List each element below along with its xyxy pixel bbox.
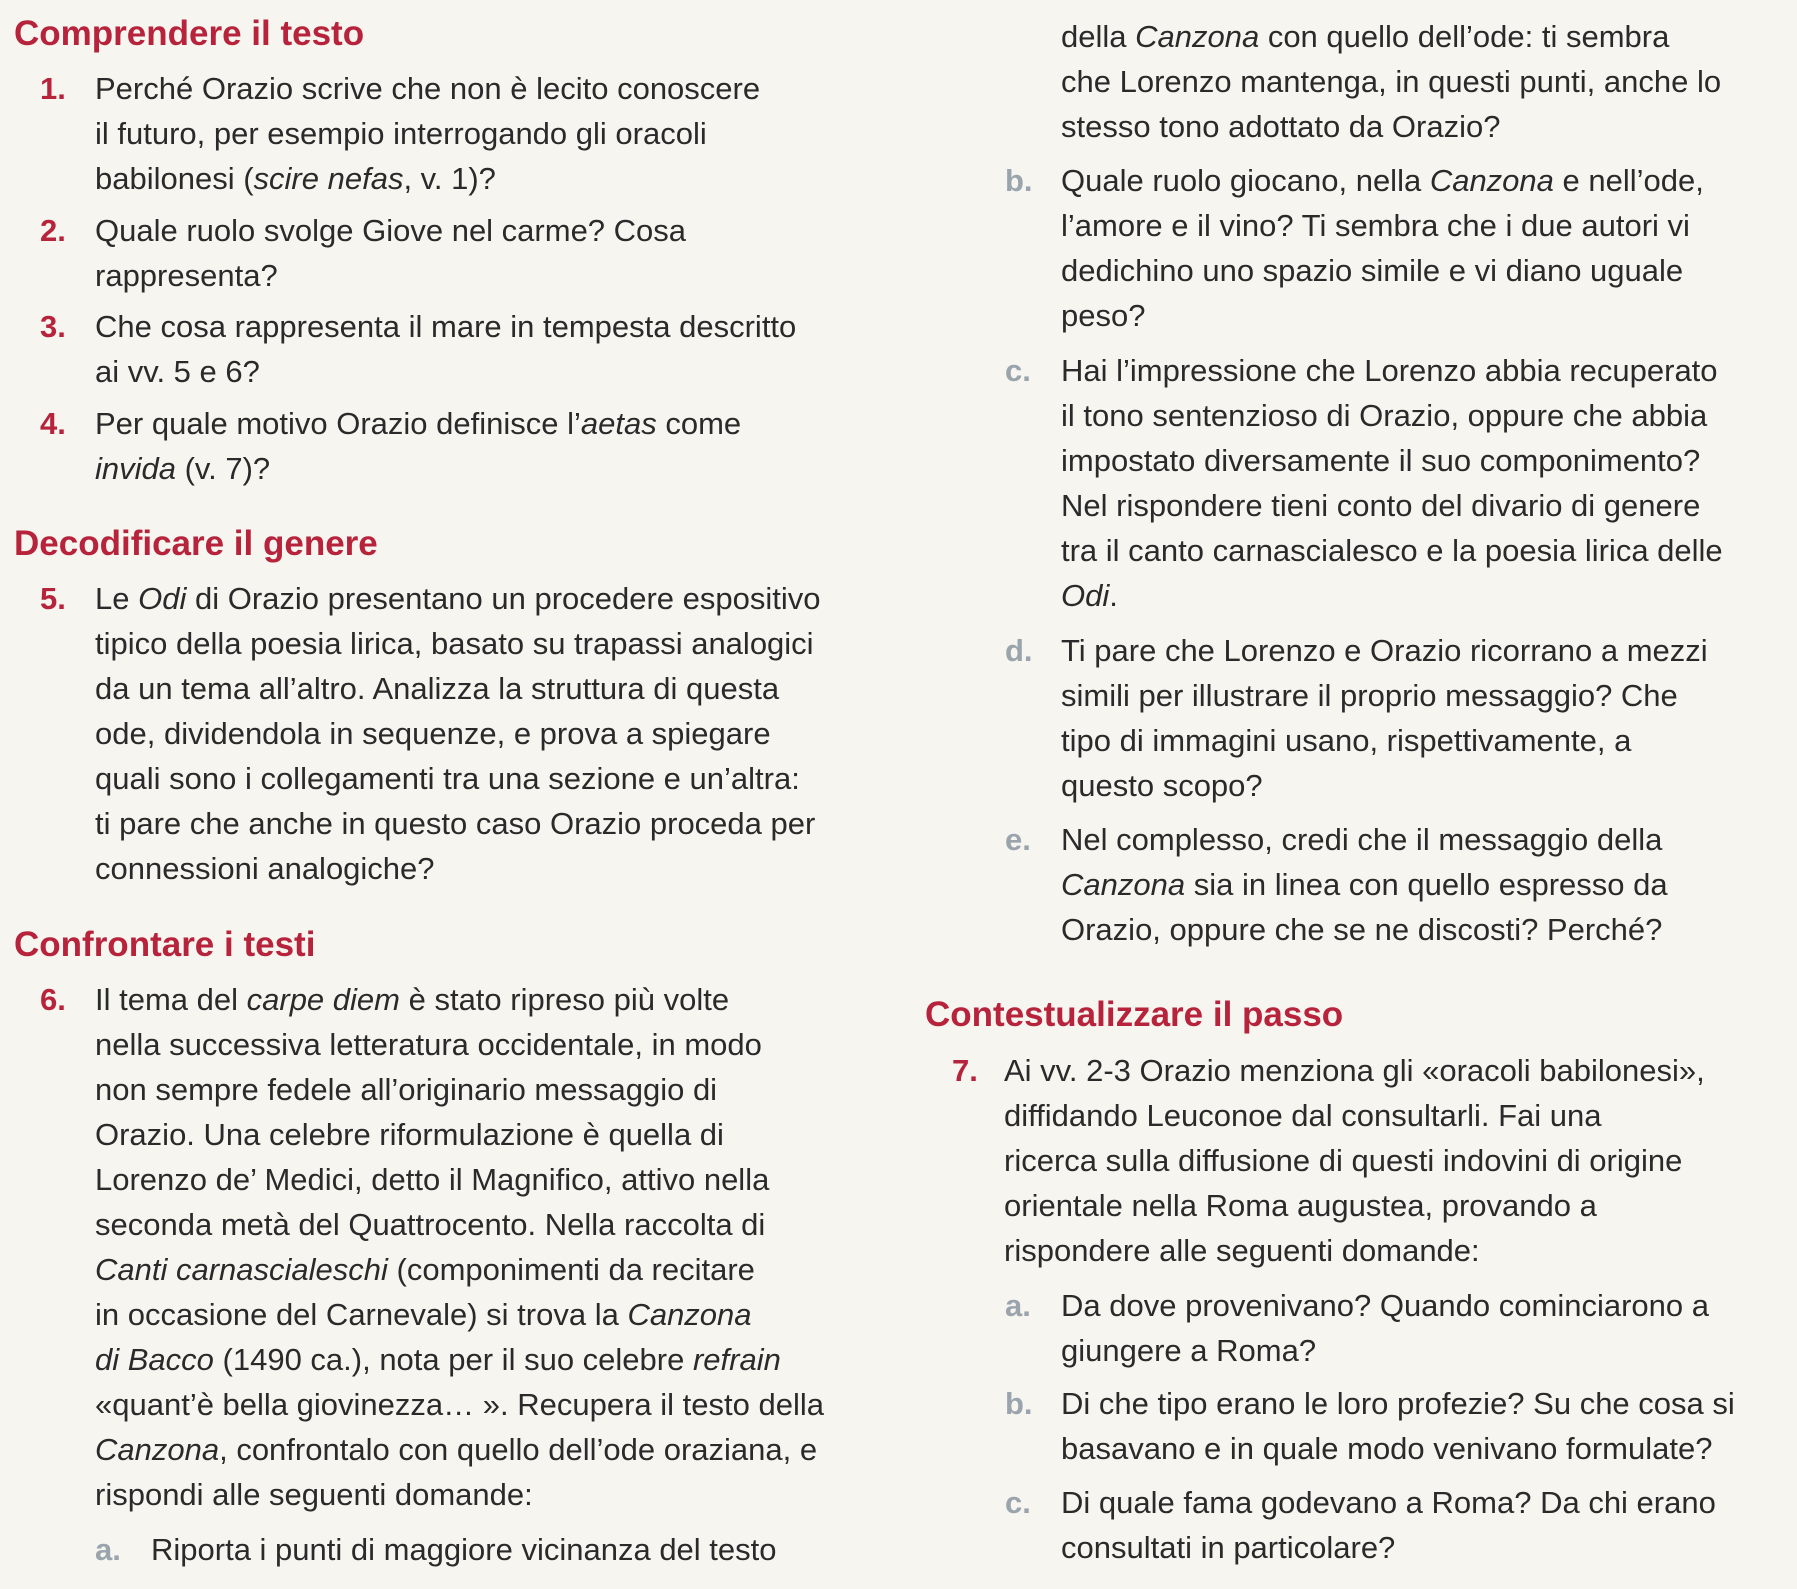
- text-line: che Lorenzo mantenga, in questi punti, anche lo: [1061, 64, 1722, 99]
- section-title-confrontare: Confrontare i testi: [14, 925, 316, 964]
- text-line: di Bacco (1490 ca.), nota per il suo celebre refrain: [95, 1342, 781, 1377]
- text-line: rispondere alle seguenti domande:: [1004, 1233, 1480, 1268]
- text-line: Le Odi di Orazio presentano un procedere espositivo: [95, 581, 821, 616]
- text-line: Per quale motivo Orazio definisce l’aetas come: [95, 406, 742, 441]
- text-line: ode, dividendola in sequenze, e prova a spiegare: [95, 716, 771, 751]
- question-letter: d.: [1005, 633, 1033, 668]
- question-number: 6.: [40, 982, 66, 1017]
- text-line: Perché Orazio scrive che non è lecito conoscere: [95, 71, 761, 106]
- text-line: connessioni analogiche?: [95, 851, 435, 886]
- question-number: 7.: [952, 1053, 978, 1088]
- question-letter: a.: [95, 1532, 121, 1567]
- question-number: 3.: [40, 309, 66, 344]
- text-line: non sempre fedele all’originario messaggio di: [95, 1072, 718, 1107]
- text-line: babilonesi (scire nefas, v. 1)?: [95, 161, 496, 196]
- text-line: da un tema all’altro. Analizza la struttura di questa: [95, 671, 780, 706]
- text-line: Il tema del carpe diem è stato ripreso più volte: [95, 982, 730, 1017]
- text-line: impostato diversamente il suo componimento?: [1061, 443, 1701, 478]
- text-line: Hai l’impressione che Lorenzo abbia recuperato: [1061, 353, 1718, 388]
- text-line: Ai vv. 2-3 Orazio menziona gli «oracoli babilonesi»,: [1004, 1053, 1705, 1088]
- text-line: tipo di immagini usano, rispettivamente, a: [1061, 723, 1632, 758]
- text-line: il tono sentenzioso di Orazio, oppure che abbia: [1061, 398, 1708, 433]
- question-number: 1.: [40, 71, 66, 106]
- text-line: Quale ruolo giocano, nella Canzona e nell’ode,: [1061, 163, 1704, 198]
- text-line: Che cosa rappresenta il mare in tempesta descritto: [95, 309, 797, 344]
- text-line: Lorenzo de’ Medici, detto il Magnifico, attivo nella: [95, 1162, 770, 1197]
- text-line: basavano e in quale modo venivano formulate?: [1061, 1431, 1713, 1466]
- text-line: dedichino uno spazio simile e vi diano uguale: [1061, 253, 1684, 288]
- text-line: ai vv. 5 e 6?: [95, 354, 260, 389]
- text-line: in occasione del Carnevale) si trova la Canzona: [95, 1297, 752, 1332]
- text-line: orientale nella Roma augustea, provando a: [1004, 1188, 1597, 1223]
- question-letter: b.: [1005, 1386, 1033, 1421]
- section-title-comprendere: Comprendere il testo: [14, 14, 365, 53]
- text-line: Canzona sia in linea con quello espresso da: [1061, 867, 1668, 902]
- text-line: giungere a Roma?: [1061, 1333, 1317, 1368]
- text-line: invida (v. 7)?: [95, 451, 271, 486]
- text-line: Ti pare che Lorenzo e Orazio ricorrano a mezzi: [1061, 633, 1708, 668]
- text-line: Nel complesso, credi che il messaggio della: [1061, 822, 1663, 857]
- question-letter: b.: [1005, 163, 1033, 198]
- text-line: consultati in particolare?: [1061, 1530, 1396, 1565]
- text-line: Di quale fama godevano a Roma? Da chi erano: [1061, 1485, 1716, 1520]
- text-line: nella successiva letteratura occidentale, in modo: [95, 1027, 762, 1062]
- text-line: Canti carnascialeschi (componimenti da recitare: [95, 1252, 755, 1287]
- question-letter: c.: [1005, 1485, 1031, 1520]
- text-line: rappresenta?: [95, 258, 278, 293]
- question-number: 4.: [40, 406, 66, 441]
- text-line: tra il canto carnascialesco e la poesia lirica delle: [1061, 533, 1723, 568]
- text-line: tipico della poesia lirica, basato su trapassi analogici: [95, 626, 814, 661]
- question-number: 5.: [40, 581, 66, 616]
- text-line: Nel rispondere tieni conto del divario di genere: [1061, 488, 1701, 523]
- text-line: Da dove provenivano? Quando cominciarono a: [1061, 1288, 1709, 1323]
- question-letter: c.: [1005, 353, 1031, 388]
- section-title-decodificare: Decodificare il genere: [14, 524, 378, 563]
- text-line: Quale ruolo svolge Giove nel carme? Cosa: [95, 213, 687, 248]
- text-line: simili per illustrare il proprio messaggio? Che: [1061, 678, 1678, 713]
- text-line: Orazio. Una celebre riformulazione è quella di: [95, 1117, 724, 1152]
- text-line: ricerca sulla diffusione di questi indovini di origine: [1004, 1143, 1683, 1178]
- text-line: ti pare che anche in questo caso Orazio proceda per: [95, 806, 816, 841]
- text-line: questo scopo?: [1061, 768, 1263, 803]
- text-line: Odi.: [1061, 578, 1118, 613]
- text-line: Orazio, oppure che se ne discosti? Perché?: [1061, 912, 1663, 947]
- text-line: seconda metà del Quattrocento. Nella raccolta di: [95, 1207, 766, 1242]
- text-line: della Canzona con quello dell’ode: ti sembra: [1061, 19, 1670, 54]
- text-line: Di che tipo erano le loro profezie? Su che cosa si: [1061, 1386, 1735, 1421]
- question-letter: e.: [1005, 822, 1031, 857]
- text-line: il futuro, per esempio interrogando gli oracoli: [95, 116, 707, 151]
- text-line: Riporta i punti di maggiore vicinanza del testo: [151, 1532, 777, 1567]
- section-title-contestualizzare: Contestualizzare il passo: [925, 995, 1344, 1034]
- text-line: diffidando Leuconoe dal consultarli. Fai una: [1004, 1098, 1602, 1133]
- text-line: rispondi alle seguenti domande:: [95, 1477, 533, 1512]
- text-line: stesso tono adottato da Orazio?: [1061, 109, 1501, 144]
- text-line: Canzona, confrontalo con quello dell’ode oraziana, e: [95, 1432, 818, 1467]
- question-letter: a.: [1005, 1288, 1031, 1323]
- text-line: peso?: [1061, 298, 1146, 333]
- question-number: 2.: [40, 213, 66, 248]
- text-line: quali sono i collegamenti tra una sezione e un’altra:: [95, 761, 800, 796]
- text-line: «quant’è bella giovinezza… ». Recupera il testo della: [95, 1387, 824, 1422]
- text-line: l’amore e il vino? Ti sembra che i due autori vi: [1061, 208, 1690, 243]
